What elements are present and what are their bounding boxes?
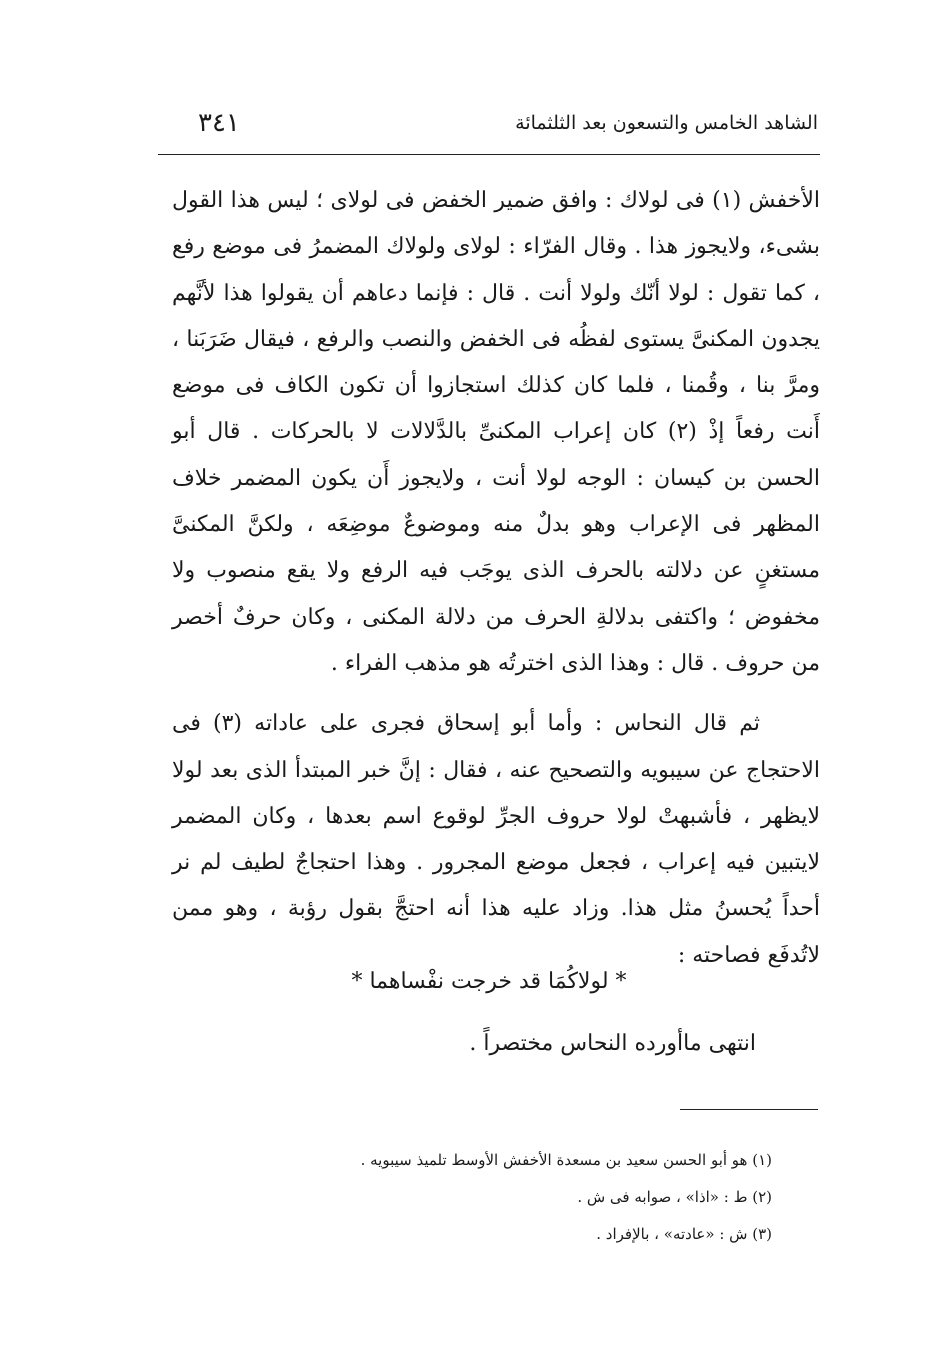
footnote-2: (٢) ط : «اذا» ، صوابه فى ش . bbox=[577, 1188, 772, 1206]
footnote-3: (٣) ش : «عادته» ، بالإفراد . bbox=[596, 1225, 772, 1243]
footnote-1: (١) هو أبو الحسن سعيد بن مسعدة الأخفش الأوسط تلميذ سيبويه . bbox=[360, 1151, 772, 1169]
paragraph-1: الأخفش (١) فى لولاك : وافق ضمير الخفض فى لولاى ؛ ليس هذا القول بشىء، ولايجوز هذا . وقال الفرّاء : لولاى ولولاك المضمرُ فى موضع رفع ، كما تقول : لولا أنّك ولولا أنت . قال : فإنما دعاهم أن يقولوا هذا لأنَّهم يجدون المكنىَّ يستوى لفظُه فى الخفض والنصب والرفع ، فيقال ضَرَبَنا ، ومرَّ بنا ، وقُمنا ، فلما كان كذلك استجازوا أن تكون الكاف فى موضع أَنت رفعاً إذْ (٢) كان إعراب المكنىِّ بالدَّلالات لا بالحركات . قال أبو الحسن بن كيسان : الوجه لولا أنت ، ولايجوز أَن يكون المضمر خلاف المظهر فى الإعراب وهو بدلٌ منه وموضوعٌ موضِعَه ، ولكنَّ المكنىَّ مستغنٍ عن دلالته بالحرف الذى يوجَب فيه الرفع ولا يقع منصوب ولا مخفوض ؛ واكتفى بدلالةِ الحرف من دلالة المكنى ، وكان حرفٌ أخصر من حروف . قال : وهذا الذى اخترتُه هو مذهب الفراء . bbox=[172, 188, 820, 676]
paragraph-2: ثم قال النحاس : وأما أبو إسحاق فجرى على عاداته (٣) فى الاحتجاج عن سيبويه والتصحيح عنه ، فقال : إنَّ خبر المبتدأ الذى بعد لولا لايظهر ، فأشبهتْ لولا حروف الجرِّ لوقوع اسم بعدها ، وكان المضمر لايتبين فيه إعراب ، فجعل موضع المجرور . وهذا احتجاجٌ لطيف لم نر أحداً يُحسنُ مثل هذا. وزاد عليه هذا أنه احتجَّ بقول رؤبة ، وهو ممن لاتُدفَع فصاحته : bbox=[172, 711, 820, 968]
page-number: ٣٤١ bbox=[198, 108, 240, 138]
main-text bbox=[172, 178, 820, 979]
footnote-rule bbox=[680, 1109, 818, 1110]
footnotes bbox=[172, 1142, 772, 1253]
running-title: الشاهد الخامس والتسعون بعد الثلثمائة bbox=[515, 112, 818, 134]
closing-line: انتهى ماأورده النحاس مختصراً . bbox=[469, 1031, 756, 1056]
verse-line: * لولاكُمَا قد خرجت نفْساهما * bbox=[351, 969, 627, 994]
header-rule bbox=[158, 154, 820, 155]
page-header bbox=[158, 108, 818, 148]
